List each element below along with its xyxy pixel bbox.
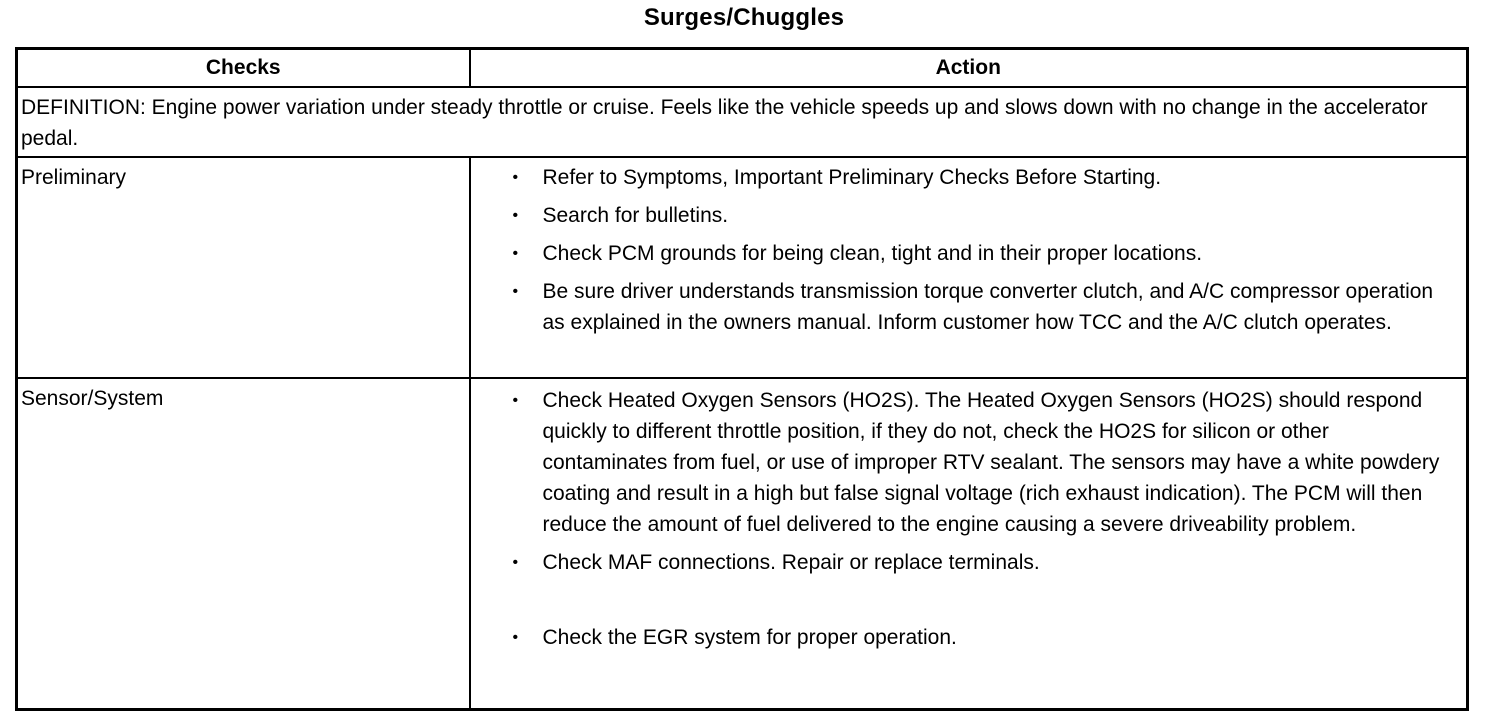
bullet-icon: • <box>512 207 519 224</box>
action-text: Be sure driver understands transmission torque converter clutch, and A/C compressor operation as explained in the owners manual. Inform customer how TCC and the A/C clutch operates. <box>542 280 1434 334</box>
list-item <box>471 200 1445 231</box>
action-text: Check MAF connections. Repair or replace terminals. <box>542 551 1040 574</box>
column-header-action: Action <box>470 49 1468 88</box>
action-text: Check PCM grounds for being clean, tight and in their proper locations. <box>542 242 1203 265</box>
list-item <box>471 238 1445 269</box>
bullet-icon: • <box>512 392 519 409</box>
list-item <box>471 547 1445 578</box>
bullet-icon: • <box>512 554 519 571</box>
check-cell-preliminary: Preliminary <box>17 157 470 378</box>
bullet-icon: • <box>512 245 519 262</box>
spacer <box>471 585 1445 615</box>
list-item <box>471 162 1445 193</box>
action-text: Refer to Symptoms, Important Preliminary Checks Before Starting. <box>542 166 1162 189</box>
list-item <box>471 385 1445 540</box>
table-row <box>17 378 1468 710</box>
action-list <box>471 158 1467 338</box>
definition-row <box>17 87 1468 157</box>
action-cell <box>470 157 1468 378</box>
list-item <box>471 276 1445 338</box>
bullet-icon: • <box>512 629 519 646</box>
bullet-icon: • <box>512 169 519 186</box>
list-item <box>471 622 1445 653</box>
page-title: Surges/Chuggles <box>643 4 845 31</box>
bullet-icon: • <box>512 283 519 300</box>
check-cell-sensor-system: Sensor/System <box>17 378 470 710</box>
table-header-row <box>17 49 1468 88</box>
diagnostic-table <box>15 47 1469 711</box>
action-text: Search for bulletins. <box>542 204 729 227</box>
action-text: Check the EGR system for proper operation. <box>542 626 957 649</box>
column-header-checks: Checks <box>17 49 470 88</box>
action-text: Check Heated Oxygen Sensors (HO2S). The Heated Oxygen Sensors (HO2S) should respond quickly to different throttle position, if they do not, check the HO2S for silicon or other contaminates from fuel, or use of improper RTV sealant. The sensors may have a white powdery coating and result in a high but false signal voltage (rich exhaust indication). The PCM will then reduce the amount of fuel delivered to the engine causing a severe driveability problem. <box>542 389 1440 536</box>
action-cell <box>470 378 1468 710</box>
action-list <box>471 379 1467 653</box>
definition-text: DEFINITION: Engine power variation under steady throttle or cruise. Feels like the vehicle speeds up and slows down with no change in the accelerator pedal. <box>17 87 1468 157</box>
table-row <box>17 157 1468 378</box>
